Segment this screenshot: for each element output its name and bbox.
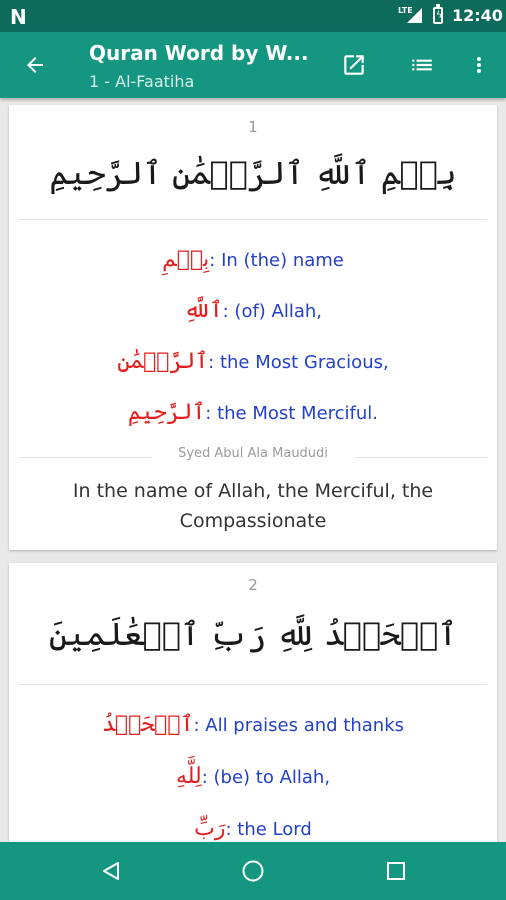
surah-subtitle: 1 - Al-Faatiha: [89, 72, 195, 91]
more-vert-icon: [467, 53, 491, 77]
word-meaning: : All praises and thanks: [193, 715, 404, 736]
word-arabic: ٱلۡحَمۡدُ: [101, 712, 194, 737]
ayah-translation: In the name of Allah, the Merciful, the Compassionate: [72, 480, 434, 532]
ayah-number: 1: [248, 118, 258, 136]
arrow-back-icon: [23, 53, 47, 77]
ayah-card[interactable]: [9, 105, 497, 550]
ayah-arabic-text: ٱلۡحَمۡدُ لِلَّهِ رَبِّ ٱلۡعَٰلَمِينَ: [48, 615, 458, 653]
triangle-back-icon: [100, 860, 122, 882]
word-meaning: : the Lord: [225, 819, 312, 840]
word-arabic: ٱللَّهِ: [183, 298, 223, 323]
word-meaning: : the Most Merciful.: [205, 403, 379, 424]
ayah-number: 2: [248, 576, 258, 594]
list-icon: [409, 52, 435, 78]
list-button[interactable]: [405, 48, 439, 82]
square-recents-icon: [385, 860, 407, 882]
word-row[interactable]: [9, 803, 497, 842]
word-meaning: : the Most Gracious,: [208, 352, 389, 373]
word-row[interactable]: [9, 336, 497, 387]
translator-name: Syed Abul Ala Maududi: [151, 446, 355, 461]
battery-icon: ϟ: [433, 7, 443, 24]
signal-icon: [407, 8, 422, 23]
word-meaning: : (of) Allah,: [222, 301, 323, 322]
word-arabic: لِلَّهِ: [175, 764, 202, 789]
open-external-icon: [341, 52, 367, 78]
word-arabic: ٱلرَّحۡمَٰنِ: [117, 349, 209, 374]
nav-home-button[interactable]: [237, 855, 269, 887]
word-row[interactable]: [9, 751, 497, 803]
nav-recents-button[interactable]: [380, 855, 412, 887]
open-external-button[interactable]: [337, 48, 371, 82]
word-row[interactable]: [9, 285, 497, 336]
ayah-card[interactable]: [9, 563, 497, 842]
status-bar: [0, 0, 506, 32]
network-type-label: LTE: [398, 6, 413, 15]
word-arabic: ٱلرَّحِيمِ: [127, 400, 206, 425]
app-bar: [0, 32, 506, 98]
translator-divider: [9, 446, 497, 468]
system-nav-bar: [0, 842, 506, 900]
notification-n-icon: N: [10, 5, 27, 29]
app-title: Quran Word by W...: [89, 41, 309, 65]
more-options-button[interactable]: [462, 48, 496, 82]
word-meaning: : (be) to Allah,: [201, 767, 331, 788]
word-meaning: : In (the) name: [209, 250, 344, 271]
word-arabic: رَبِّ: [194, 816, 226, 841]
ayah-list[interactable]: [0, 98, 506, 842]
status-time: 12:40: [452, 6, 503, 25]
word-row[interactable]: [9, 699, 497, 751]
ayah-arabic-text: بِسۡمِ ٱللَّهِ ٱلرَّحۡمَٰنِ ٱلرَّحِيمِ: [49, 154, 457, 192]
back-button[interactable]: [18, 48, 52, 82]
word-arabic: بِسۡمِ: [162, 247, 210, 272]
word-row[interactable]: [9, 234, 497, 285]
word-row[interactable]: [9, 387, 497, 438]
nav-back-button[interactable]: [95, 855, 127, 887]
circle-home-icon: [241, 859, 265, 883]
